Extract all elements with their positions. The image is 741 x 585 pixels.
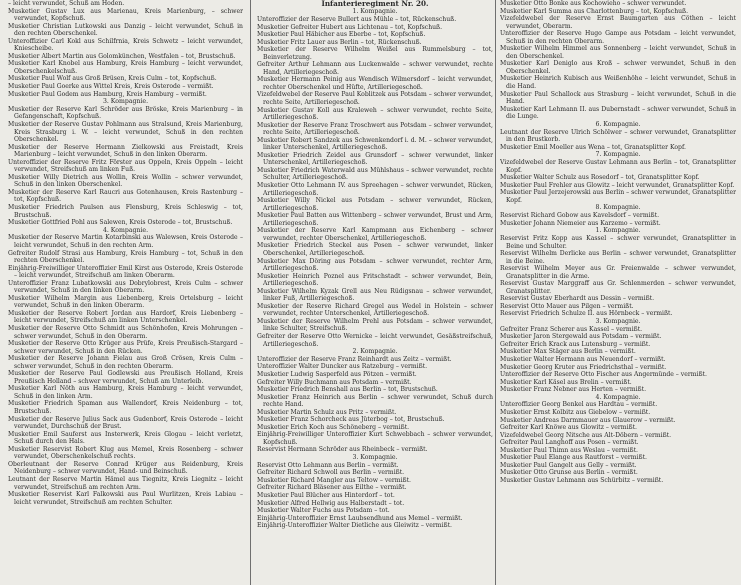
casualty-entry: Musketier Karl Knobel aus Hamburg, Kreis Hamburg – leicht verwundet, Oberschenkelschuß.	[8, 60, 243, 75]
casualty-entry: Gefreiter Richard Schwoll aus Berlin – vermißt.	[257, 469, 405, 477]
column-middle	[257, 0, 493, 585]
casualty-entry: Musketier Max Stäger aus Berlin – vermißt.	[500, 348, 636, 356]
casualty-entry: Musketier Reservist Robert Klug aus Memel, Kreis Rosenberg – schwer verwundet, Oberschenkelschuß rechts.	[8, 445, 243, 461]
casualty-entry: Musketier der Reserve Paul Godlewski aus Preußisch Holland, Kreis Preußisch Holland – schwer verwundet, Schuß am Unterleib.	[8, 370, 243, 385]
regiment-heading: Infanterieregiment Nr. 20.	[321, 0, 429, 8]
casualty-entry: Musketier Paul Blücher aus Hinterdorf – tot.	[257, 491, 395, 499]
casualty-entry: Musketier der Reserve Gustav Pohlmann aus Stralsund, Kreis Marienburg, Kreis Strasburg i. W. – leicht verwundet, Schuß in den rechten Oberschenkel.	[8, 121, 243, 144]
casualty-entry: Gefreiter Richard Bläsener aus Eilthe – vermißt.	[257, 484, 407, 492]
casualty-entry: Musketier Gottfried Pohl aus Salewen, Kreis Osterode – tot, Brustschuß.	[8, 219, 233, 227]
casualty-entry: Musketier Reservist Karl Falkowski aus Paul Wurlitzen, Kreis Labiau – leicht verwundet, Streifschuß am rechten Schulter.	[8, 491, 243, 506]
casualty-entry: Musketier Karl Lehmann II. aus Dubernstadt – schwer verwundet, Schuß in die Lunge.	[500, 105, 736, 121]
casualty-entry: Einjährig-Freiwilliger Unteroffizier Emil Kirst aus Osterode, Kreis Osterode – leicht verwundet, Streifschuß am linken Oberarm.	[8, 264, 243, 280]
casualty-entry: Musketier Paul Batten aus Wittenberg – schwer verwundet, Brust und Arm, Artilleriegeschoß.	[257, 212, 493, 227]
casualty-entry: Musketier Georg Kruter aus Friedrichsthal – vermißt.	[500, 363, 667, 371]
company-heading: 4. Kompagnie.	[595, 393, 641, 401]
casualty-entry: Musketier Robert Sandzek aus Schwenkendorf i. d. M. – schwer verwundet, linker Unterschenkel, Artilleriegeschoß.	[257, 136, 493, 152]
casualty-entry: Vizefeldwebel der Reserve Ernst Baumgarten aus Cöthen – leicht verwundet, Oberarm.	[500, 15, 736, 30]
casualty-entry: Musketier der Reserve Martin Kotarbinski aus Walewsen, Kreis Osterode – leicht verwundet, Schuß in den rechten Arm.	[8, 234, 243, 249]
casualty-entry: Musketier Willy Nickel aus Potsdam – schwer verwundet, Rücken, Artilleriegeschoß.	[257, 197, 493, 212]
casualty-entry: Musketier der Reserve Wilhelm Prehl aus Potsdam – schwer verwundet, linke Schulter, Streifschuß.	[257, 317, 493, 333]
casualty-entry: Leutnant der Reserve Martin Hämel aus Tiegnitz, Kreis Liegnitz – leicht verwundet, Streifschuß am rechten Arm.	[8, 475, 243, 491]
company-heading: 3. Kompagnie.	[102, 98, 149, 106]
casualty-entry: Musketier Paul Schallock aus Strasburg – leicht verwundet, Schuß in die Hand.	[500, 90, 736, 106]
casualty-entry: Reservist Gustav Eberhardt aus Dessin – vermißt.	[500, 295, 655, 303]
company-heading: 3. Kompagnie.	[595, 317, 641, 325]
casualty-entry: Musketier Willy Dietrich aus Wollin, Kreis Wollin – schwer verwundet, Schuß in den linken Oberschenkel.	[8, 173, 243, 189]
casualty-entry: Musketier Paul Häbicher aus Eberbe – tot, Kopfschuß.	[257, 31, 426, 39]
casualty-entry: Musketier der Reserve Karl Kampmann aus Eichenberg – schwer verwundet, rechter Oberschenkel, Artilleriegeschoß.	[257, 227, 493, 242]
company-heading: 6. Kompagnie.	[595, 120, 641, 128]
casualty-entry: Musketier Karl Summa aus Charlottenburg – tot, Kopfschuß.	[500, 7, 689, 15]
casualty-entry: Musketier der Reserve Otto Schmidt aus Schönhofen, Kreis Mohrungen – schwer verwundet, Schuß in den Oberarm.	[8, 325, 243, 340]
casualty-entry: Gefreiter Erich Krack aus Lutensburg – vermißt.	[500, 340, 651, 348]
casualty-entry: Musketier Heinrich Poznel aus Fritschstadt – schwer verwundet, Bein, Artilleriegeschoß.	[257, 272, 493, 288]
casualty-entry: Musketier Christian Lutkowski aus Danzig – leicht verwundet, Schuß in den rechten Oberschenkel.	[8, 22, 243, 38]
casualty-entry: Einjährig-Freiwilliger Unteroffizier Kurt Schwebbach – schwer verwundet, Kopfschuß.	[257, 431, 493, 446]
casualty-entry: Unteroffizier der Reserve Franz Reinhardt aus Zeitz – vermißt.	[257, 355, 452, 363]
casualty-entry: Musketier der Reserve Johann Fielau aus Groß Crösen, Kreis Culm – schwer verwundet, Schuß in den rechten Oberarm.	[8, 355, 243, 370]
company-heading: 3. Kompagnie.	[352, 453, 398, 461]
casualty-entry: Musketier Gefreiter Hubert aus Lichtenau – tot, Kopfschuß.	[257, 23, 443, 31]
casualty-entry: Unteroffizier der Reserve Hugo Gampe aus Potsdam – leicht verwundet, Schuß in den rechten Oberarm.	[500, 30, 736, 45]
casualty-entry: Gefreiter Paul Langhoff aus Posen – vermißt.	[500, 439, 639, 447]
casualty-entry: Vizefeldwebel Georg Nitsche aus Alt-Döbern – vermißt.	[500, 431, 672, 439]
company-heading: 2. Kompagnie.	[352, 348, 398, 356]
casualty-entry: Unteroffizier der Reserve Bullert aus Mühle – tot, Rückenschuß.	[257, 16, 457, 23]
casualty-entry: Musketier Otto Grunse aus Berlin – vermißt.	[500, 469, 638, 477]
casualty-entry: Musketier der Reserve Karl Schröder aus Bröske, Kreis Marienburg – in Gefangenschaft, Kopfschuß.	[8, 105, 243, 121]
casualty-entry: Reservist Otto Mauer aus Pilgen – vermißt.	[500, 302, 634, 310]
casualty-entry: Oberleutnant der Reserve Conrad Krüger aus Reidenburg, Kreis Neidenburg – schwer verwundet, Hand- und Beinschuß.	[8, 460, 243, 476]
casualty-entry: Musketier Paul Goerke aus Wittel Kreis, Kreis Osterode – vermißt.	[8, 83, 214, 91]
casualty-entry: Musketier Gustav Koll aus Kraleweh – schwer verwundet, rechte Seite, Artilleriegeschoß.	[257, 106, 493, 122]
casualty-entry: Musketier der Reserve Wilhelm Weißel aus Rummelsburg – tot, Beinverletzung.	[257, 46, 493, 61]
casualty-entry: Musketier Karl Käsel aus Brelin – vermißt.	[500, 378, 632, 386]
casualty-entry: Musketier Gustav Lehmann aus Schürbitz – vermißt.	[500, 476, 664, 484]
casualty-entry: Musketier Paul Jerzejerowski aus Berlin – schwer verwundet, Granatsplitter Kopf.	[500, 189, 736, 204]
casualty-entry: Musketier Emil Moeller aus Wena – tot, Granatsplitter Kopf.	[500, 143, 686, 151]
company-heading: 1. Kompagnie.	[595, 227, 641, 235]
casualty-entry: Vizefeldwebel der Reserve Gustav Lehmann aus Berlin – tot, Granatsplitter Kopf.	[500, 158, 736, 174]
casualty-entry: Reservist Fritz Kopp aus Kassel – schwer verwundet, Granatsplitter in Beine und Schulter.	[500, 234, 736, 250]
casualty-entry: Unteroffizier der Reserve Otto Fischer aus Angermünde – vermißt.	[500, 371, 707, 379]
column-rule	[495, 0, 496, 585]
casualty-entry: Musketier Walter Fuchs aus Potsdam – tot.	[257, 507, 390, 515]
casualty-entry: Musketier Ludwig Sasperfeld aus Pötzen – vermißt.	[257, 370, 417, 378]
casualty-entry: Reservist Richard Gobow aus Kavelsdorf – vermißt.	[500, 212, 659, 220]
casualty-entry: Musketier Martin Schulz aus Pritz – vermißt.	[257, 408, 397, 416]
casualty-entry: Unteroffizier der Reserve Fritz Förster aus Oppeln, Kreis Oppeln – leicht verwundet, Streifschuß am linken Fuß.	[8, 158, 243, 174]
casualty-entry: Einjährig-Unteroffizier Ernst Laubsendhund aus Memel – vermißt.	[257, 514, 463, 522]
casualty-entry: Musketier der Reserve Hermann Zielkowski aus Freistadt, Kreis Marienburg – leicht verwundet, Schuß in den linken Oberarm.	[8, 143, 243, 159]
casualty-entry: Musketier Friedrich Spaman aus Wallendorf, Kreis Neidenburg – tot, Brustschuß.	[8, 400, 243, 416]
casualty-entry: Gefreiter Willy Buchmann aus Potsdam – vermißt.	[257, 378, 412, 386]
casualty-entry: Unteroffizier Carl Kokl aus Schilfrnia, Kreis Schwetz – leicht verwundet, Kniescheibe.	[8, 37, 243, 53]
company-heading: 1. Kompagnie.	[352, 8, 398, 16]
casualty-entry: Einjährig-Unteroffizier Walter Dietliche aus Gleiwitz – vermißt.	[257, 522, 452, 530]
casualty-entry: Musketier Paul Elange aus Rautforst – vermißt.	[500, 454, 647, 462]
casualty-entry: Reservist Wilhelm Derlicke aus Berlin – schwer verwundet, Granatsplitter in die Beine.	[500, 250, 736, 265]
casualty-entry: Musketier der Reserve Karl Raucri aus Gotenhausen, Kreis Rastenburg – tot, Kopfschuß.	[8, 188, 243, 204]
casualty-entry: Musketier Emil Sauferst aus Insterwerk, Kreis Glogau – leicht verletzt, Schuß durch den Hals.	[8, 430, 243, 446]
casualty-entry: Musketier Friedrich Steckel aus Posen – schwer verwundet, linker Oberschenkel, Artilleriegeschoß.	[257, 242, 493, 257]
casualty-entry: Musketier Max Döring aus Potsdam – schwer verwundet, rechter Arm, Artilleriegeschoß.	[257, 257, 493, 273]
casualty-entry: Musketier Johann Niemeier aus Karzemo – vermißt.	[500, 219, 661, 227]
casualty-entry: Musketier Franz Schorcheck aus Jüterbog – tot, Brustschuß.	[257, 416, 445, 424]
casualty-entry: Musketier Heinrich Kubisch aus Weißenhöhe – leicht verwundet, Schuß in die Hand.	[500, 75, 736, 91]
casualty-entry: Musketier Franz Nebner aus Herten – vermißt.	[500, 386, 647, 394]
casualty-entry: Musketier der Reserve Richard Gregel aus Wedel in Holstein – schwer verwundet, rechter Unterschenkel, Artilleriegeschoß.	[257, 302, 493, 318]
casualty-entry: Musketier Walter Schulz aus Rosedorf – tot, Granatsplitter Kopf.	[500, 174, 700, 182]
casualty-entry: Musketier Paul Godem aus Hamburg, Kreis Hamburg – vermißt.	[8, 90, 207, 98]
casualty-entry: Gefreiter Arthur Lehmann aus Luckenwalde – schwer verwundet, rechte Hand, Artilleriegeschoß.	[257, 61, 493, 76]
casualty-entry: Musketier Friedrich Benshall aus Berlin – tot, Brustschuß.	[257, 386, 438, 394]
casualty-entry: Gefreiter Karl Knöwe aus Glowitz – vermißt.	[500, 424, 637, 432]
casualty-entry: Reservist Wilhelm Meyer aus Gr. Freienwalde – schwer verwundet, Granatsplitter in die Arme.	[500, 265, 736, 280]
casualty-entry: Musketier Wilhelm Kyzak Grell aus Neu Rüdigsnau – schwer verwundet, linker Fuß, Artilleriegeschoß.	[257, 287, 493, 303]
casualty-entry: Musketier Jaron Stergewald aus Potsdam – vermißt.	[500, 333, 662, 341]
casualty-entry: Musketier Paul Wolf aus Groß Brüsen, Kreis Culm – tot, Kopfschuß.	[8, 75, 217, 83]
casualty-entry: Musketier Otto Lehmann IV. aus Spreehagen – schwer verwundet, Rücken, Artilleriegeschoß.	[257, 182, 493, 197]
casualty-entry: Musketier der Reserve Robert Jordan aus Hardorf, Kreis Liebenberg – leicht verwundet, Streifschuß am linken Unterschenkel.	[8, 309, 243, 325]
company-heading: 4. Kompagnie.	[102, 226, 149, 234]
casualty-entry: Musketier Alfred Hellwig aus Halberstadt – tot.	[257, 499, 405, 507]
casualty-entry: Musketier Wilhelm Himmel aus Sonnenberg – leicht verwundet, Schuß in den Oberschenkel.	[500, 45, 736, 60]
casualty-entry: Musketier Karl Nöth aus Hamburg, Kreis Hamburg – leicht verwundet, Schuß in den linken Arm.	[8, 385, 243, 400]
casualty-entry: Unteroffizier Georg Benkel aus Hardtau – vermißt.	[500, 401, 658, 409]
casualty-entry: Musketier Walter Hermann aus Neuendorf – vermißt.	[500, 355, 666, 363]
casualty-entry: Reservist Otto Lehmann aus Berlin – vermißt.	[257, 461, 399, 469]
casualty-entry: Musketier Friedrich Paulsen aus Flensburg, Kreis Schleswig – tot, Brustschuß.	[8, 204, 243, 219]
casualty-entry: Musketier Richard Mangler aus Teltow – vermißt.	[257, 476, 411, 484]
casualty-entry: Musketier Ernst Kolbitz aus Giebelow – vermißt.	[500, 409, 651, 417]
casualty-entry: Musketier Fritz Lauer aus Berlin – tot, Rückenschuß.	[257, 38, 422, 46]
casualty-entry: Reservist Friedrich Schulze II. aus Hörnbeck – vermißt.	[500, 310, 673, 318]
casualty-entry: Reservist Hermann Schröder aus Rheinbeck – vermißt.	[257, 446, 428, 454]
casualty-entry: Musketier Erich Koch aus Schöneberg – vermißt.	[257, 423, 410, 431]
casualty-entry: Musketier der Reserve Julius Sack aus Gudenborf, Kreis Osterode – leicht verwundet, Durchschuß der Brust.	[8, 415, 243, 431]
company-heading: 8. Kompagnie.	[595, 204, 641, 212]
column-left	[8, 0, 243, 585]
casualty-entry: Musketier Albert Martin aus Golomkünchen, Westfalen – tot, Brustschuß.	[8, 52, 236, 60]
company-heading: 7. Kompagnie.	[595, 151, 641, 159]
casualty-entry: Musketier Friedrich Zeidel aus Grunsdorf – schwer verwundet, linker Unterschenkel, Artilleriegeschoß.	[257, 151, 493, 167]
casualty-entry: Musketier Paul Thimn aus Weslau – vermißt.	[500, 446, 638, 454]
casualty-entry: Musketier Gustav Lux aus Marienau, Kreis Marienburg, – schwer verwundet, Kopfschuß.	[8, 7, 243, 23]
casualty-entry: Musketier Hermann Peinig aus Wendisch Wilmersdorf – leicht verwundet, rechter Oberschenkel und Hüfte, Artilleriegeschoß.	[257, 76, 493, 91]
casualty-entry: Musketier Paul Frehler aus Glowitz – leicht verwundet, Granatsplitter Kopf.	[500, 181, 735, 189]
casualty-entry: Musketier Andreas Darmmauer aus Glauerow – vermißt.	[500, 416, 676, 424]
casualty-entry: Musketier Paul Gangelt aus Gelly – vermißt.	[500, 461, 637, 469]
casualty-entry: – leicht verwundet, Schuß am Hoden.	[8, 0, 125, 7]
casualty-entry: Leutnant der Reserve Ulrich Schölwer – schwer verwundet, Granatsplitter in den Brustkorb.	[500, 128, 736, 144]
casualty-entry: Vizefeldwebel der Reserve Paul Koblitzek aus Potsdam – schwer verwundet, rechte Seite, Artilleriegeschoß.	[257, 91, 493, 107]
casualty-entry: Musketier Franz Heinrich aus Berlin – schwer verwundet, Schuß durch rechte Hand.	[257, 393, 493, 409]
casualty-entry: Musketier Friedrich Waterwald aus Mühlshaus – schwer verwundet, rechte Schulter, Artilleriegeschoß.	[257, 166, 493, 182]
column-rule	[250, 0, 251, 585]
casualty-entry: Musketier Otto Bonke aus Kochowieho – schwer verwundet.	[500, 0, 687, 7]
casualty-entry: Musketier der Reserve Otto Krüger aus Prüfe, Kreis Preußisch-Stargard – schwer verwundet, Schuß in den Rücken.	[8, 340, 243, 355]
casualty-entry: Unteroffizier Franz Lubatkowski aus Dobrylobrest, Kreis Culm – schwer verwundet, Schuß in den linken Oberarm.	[8, 279, 243, 295]
casualty-entry: Musketier Karl Deniglo aus Kroß – schwer verwundet, Schuß in den Oberschenkel.	[500, 60, 736, 75]
casualty-entry: Unteroffizier Walter Duncker aus Ratzeburg – vermißt.	[257, 363, 428, 371]
casualty-entry: Musketier Wilhelm Margin aus Liebenberg, Kreis Ortelsburg – leicht verwundet, Schuß in den linken Oberarm.	[8, 294, 243, 310]
casualty-entry: Gefreiter Rudolf Strasi aus Hamburg, Kreis Hamburg – tot, Schuß in den rechten Oberschenkel.	[8, 249, 243, 265]
casualty-entry: Musketier der Reserve Franz Troschwert aus Potsdam – schwer verwundet, rechte Seite, Artilleriegeschoß.	[257, 121, 493, 137]
casualty-entry: Gefreiter der Reserve Otto Wernicke – leicht verwundet, Gesäßstreifschuß, Artilleriegeschoß.	[257, 332, 493, 348]
casualty-entry: Reservist Gustav Marggraff aus Gr. Schlenmerden – schwer verwundet, Granatsplitter.	[500, 280, 736, 295]
column-right	[500, 0, 736, 585]
casualty-entry: Gefreiter Franz Scherer aus Kassel – vermißt.	[500, 325, 643, 333]
